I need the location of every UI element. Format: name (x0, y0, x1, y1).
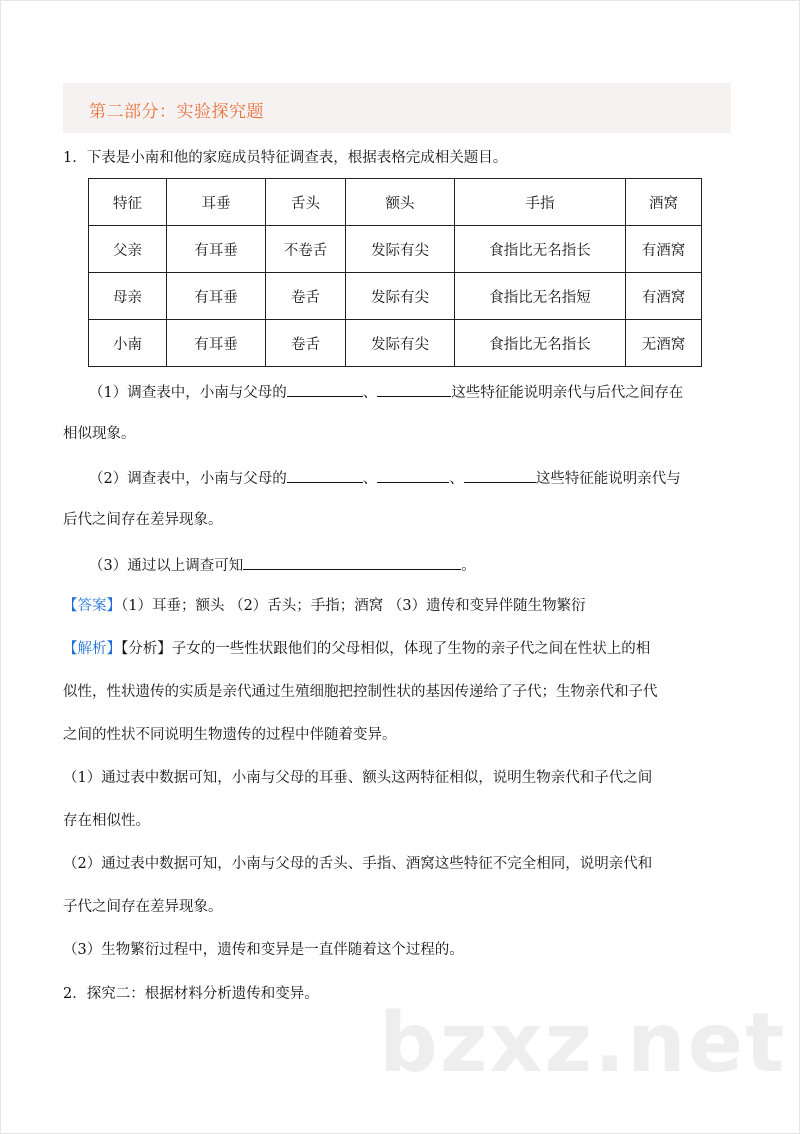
table-cell: 发际有尖 (346, 226, 455, 273)
table-cell: 有耳垂 (167, 273, 266, 320)
section-header (63, 83, 731, 133)
table-cell: 食指比无名指长 (455, 320, 626, 367)
answer-line (63, 596, 586, 616)
answer-blank[interactable] (377, 466, 449, 483)
question-2-stem: 2．探究二：根据材料分析遗传和变异。 (63, 986, 319, 1002)
table-cell: 有酒窝 (626, 273, 702, 320)
table-cell: 有耳垂 (167, 320, 266, 367)
analysis-text: 【分析】子女的一些性状跟他们的父母相似，体现了生物的亲子代之间在性状上的相 (121, 641, 651, 657)
table-cell: 卷舌 (266, 273, 346, 320)
answer-blank[interactable] (287, 380, 363, 397)
table-header-cell: 酒窝 (626, 179, 702, 226)
table-header-cell: 额头 (346, 179, 455, 226)
table-cell: 发际有尖 (346, 273, 455, 320)
answer-text: （1）耳垂；额头 （2）舌头；手指；酒窝 （3）遗传和变异伴随生物繁衍 (121, 598, 586, 614)
sub-question-1 (89, 380, 683, 403)
analysis-point-2: （2）通过表中数据可知，小南与父母的舌头、手指、酒窝这些特征不完全相同，说明亲代和 (63, 856, 653, 872)
table-row (89, 273, 702, 320)
watermark: bzxz.net (379, 996, 787, 1091)
analysis-point-3: （3）生物繁衍过程中，遗传和变异是一直伴随着这个过程的。 (63, 942, 464, 958)
table-row (89, 226, 702, 273)
table-cell: 无酒窝 (626, 320, 702, 367)
analysis-point-1-continued: 存在相似性。 (63, 813, 150, 829)
sub-question-3-text: （3）通过以上调查可知 (89, 558, 244, 574)
question-1-stem: 1．下表是小南和他的家庭成员特征调查表，根据表格完成相关题目。 (63, 150, 508, 166)
analysis-tag: 【解析】 (63, 641, 121, 657)
separator: 、 (362, 471, 378, 487)
table-header-cell: 手指 (455, 179, 626, 226)
answer-blank[interactable] (243, 553, 461, 570)
table-header-cell: 特征 (89, 179, 167, 226)
table-header-cell: 耳垂 (167, 179, 266, 226)
sub-question-1-text: 这些特征能说明亲代与后代之间存在 (451, 385, 684, 401)
answer-blank[interactable] (464, 466, 536, 483)
table-cell: 有酒窝 (626, 226, 702, 273)
separator: 、 (362, 385, 378, 401)
table-cell: 发际有尖 (346, 320, 455, 367)
answer-blank[interactable] (377, 380, 451, 397)
analysis-point-2-continued: 子代之间存在差异现象。 (63, 899, 223, 915)
table-cell: 母亲 (89, 273, 167, 320)
table-row (89, 320, 702, 367)
answer-tag: 【答案】 (63, 598, 121, 614)
table-cell: 不卷舌 (266, 226, 346, 273)
analysis-point-1: （1）通过表中数据可知，小南与父母的耳垂、额头这两特征相似，说明生物亲代和子代之间 (63, 770, 653, 786)
sub-question-1-text: （1）调查表中，小南与父母的 (89, 385, 287, 401)
sub-question-1-continued: 相似现象。 (63, 426, 136, 442)
sub-question-3 (89, 553, 476, 576)
sub-question-2-text: 这些特征能说明亲代与 (535, 471, 681, 487)
table-header-row (89, 179, 702, 226)
analysis-line-3: 之间的性状不同说明生物遗传的过程中伴随着变异。 (63, 727, 397, 743)
period: 。 (461, 558, 476, 574)
table-header-cell: 舌头 (266, 179, 346, 226)
table-cell: 食指比无名指短 (455, 273, 626, 320)
table-cell: 小南 (89, 320, 167, 367)
table-cell: 有耳垂 (167, 226, 266, 273)
sub-question-2-text: （2）调查表中，小南与父母的 (89, 471, 287, 487)
survey-table (88, 178, 702, 367)
table-cell: 食指比无名指长 (455, 226, 626, 273)
section-title: 第二部分：实验探究题 (89, 102, 264, 122)
table-cell: 父亲 (89, 226, 167, 273)
answer-blank[interactable] (287, 466, 363, 483)
analysis-line-2: 似性，性状遗传的实质是亲代通过生殖细胞把控制性状的基因传递给了子代；生物亲代和子代 (63, 684, 658, 700)
separator: 、 (449, 471, 464, 487)
table-cell: 卷舌 (266, 320, 346, 367)
analysis-line-1 (63, 639, 650, 659)
sub-question-2 (89, 466, 681, 489)
sub-question-2-continued: 后代之间存在差异现象。 (63, 512, 223, 528)
